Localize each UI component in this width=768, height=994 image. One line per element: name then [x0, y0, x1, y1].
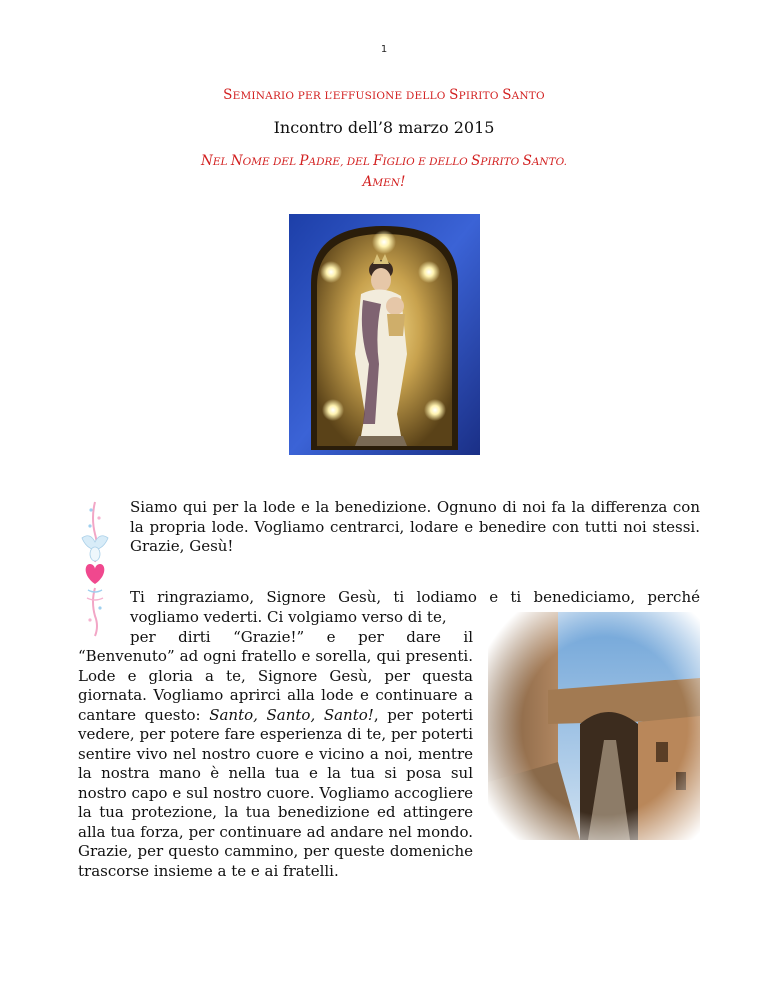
- madonna-statue-photo: [289, 214, 480, 455]
- page-number: 1: [380, 44, 388, 55]
- invocation-line-1: NEL NOME DEL PADRE, DEL FIGLIO E DELLO SPIRITO SANTO.: [201, 153, 567, 169]
- paragraph-thanks-line-3: per dirti “Grazie!” e per dare il: [130, 627, 473, 646]
- invocation: [0, 151, 768, 193]
- invocation-line-2: AMEN!: [362, 174, 406, 190]
- paragraph-thanks-first-line: Ti ringraziamo, Signore Gesù, ti lodiamo e ti benediciamo, perché: [130, 588, 700, 606]
- paragraph-welcome: Siamo qui per la lode e la benedizione. Ognuno di noi fa la differenza con la propria lode. Vogliamo centrarci, lodare e benedire con tutti noi stessi. Grazie, Gesù!: [130, 498, 700, 555]
- meeting-date: Incontro dell’8 marzo 2015: [273, 118, 495, 137]
- street-arch-photo: [488, 612, 700, 840]
- song-title: Santo, Santo, Santo!: [209, 705, 374, 724]
- paragraph-thanks-body: vogliamo vederti. Ci volgiamo verso di te, per dirti “Grazie!” e per dare il “Benvenuto” ad ogni fratello e sorella, qui presenti. Lode e gloria a te, Signore Gesù, per questa giornata. Vogliamo aprirci alla lode e continuare a cantare questo: Santo, Santo, Santo!, per poterti vedere, per potere fare esperienza di te, per poterti sentire vivo nel nostro cuore e vicino a noi, mentre la nostra mano è nella tua e la tua si posa sul nostro capo e sul nostro cuore. Vogliamo accogliere la tua protezione, la tua benedizione ed attingere alla tua forza, per continuare ad andare nel mondo. Grazie, per questo cammino, per queste domeniche trascorse insieme a te e ai fratelli.: [78, 608, 473, 880]
- seminar-title: SEMINARIO PER L’EFFUSIONE DELLO SPIRITO SANTO: [223, 87, 545, 103]
- paragraph-thanks-line-2: vogliamo vederti. Ci volgiamo verso di te,: [130, 608, 447, 626]
